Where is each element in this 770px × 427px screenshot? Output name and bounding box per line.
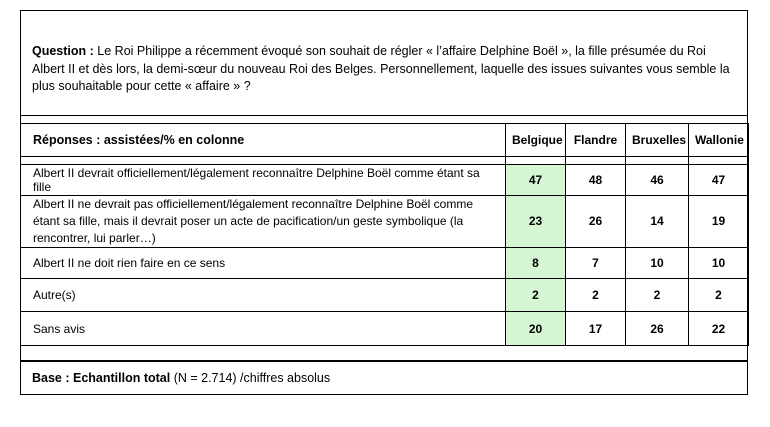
- cell-bruxelles: 2: [626, 279, 689, 312]
- cell-wallonie: 19: [689, 196, 749, 248]
- base-footer: [20, 360, 748, 395]
- row-label: Sans avis: [21, 312, 506, 346]
- cell-wallonie: 10: [689, 248, 749, 279]
- cell-flandre: 7: [566, 248, 626, 279]
- cell-flandre: 48: [566, 165, 626, 196]
- cell-wallonie: 2: [689, 279, 749, 312]
- table-row: [21, 196, 749, 248]
- row-label: Albert II ne doit rien faire en ce sens: [21, 248, 506, 279]
- cell-flandre: 17: [566, 312, 626, 346]
- spacer-row: [21, 157, 749, 165]
- cell-flandre: 2: [566, 279, 626, 312]
- column-header-flandre: Flandre: [566, 124, 626, 157]
- cell-belgique: 8: [506, 248, 566, 279]
- row-label: Autre(s): [21, 279, 506, 312]
- column-header-belgique: Belgique: [506, 124, 566, 157]
- cell-bruxelles: 46: [626, 165, 689, 196]
- cell-bruxelles: 26: [626, 312, 689, 346]
- cell-belgique: 47: [506, 165, 566, 196]
- cell-bruxelles: 10: [626, 248, 689, 279]
- cell-flandre: 26: [566, 196, 626, 248]
- question-box: [20, 10, 748, 116]
- cell-wallonie: 47: [689, 165, 749, 196]
- table-row: [21, 279, 749, 312]
- results-table: [20, 123, 749, 346]
- column-header-bruxelles: Bruxelles: [626, 124, 689, 157]
- header-label: Réponses : assistées/% en colonne: [21, 124, 506, 157]
- table-row: [21, 165, 749, 196]
- table-header-row: [21, 124, 749, 157]
- base-label: Base : Echantillon total: [32, 371, 171, 385]
- base-text: (N = 2.714) /chiffres absolus: [170, 371, 331, 385]
- table-row: [21, 312, 749, 346]
- table-row: [21, 248, 749, 279]
- question-text: Le Roi Philippe a récemment évoqué son souhait de régler « l’affaire Delphine Boël », la fille présumée du Roi Albert II et dès lors, la demi-sœur du nouveau Roi des Belges. Personnellement, laquelle des issues suivantes vous semble la plus souhaitable pour cette « affaire » ?: [32, 44, 730, 93]
- row-label: Albert II devrait officiellement/légalement reconnaître Delphine Boël comme étant sa fille: [21, 165, 506, 196]
- cell-belgique: 20: [506, 312, 566, 346]
- cell-wallonie: 22: [689, 312, 749, 346]
- cell-belgique: 2: [506, 279, 566, 312]
- cell-belgique: 23: [506, 196, 566, 248]
- question-label: Question :: [32, 44, 94, 58]
- row-label: Albert II ne devrait pas officiellement/légalement reconnaître Delphine Boël comme étant sa fille, mais il devrait poser un acte de pacification/un geste symbolique (la rencontrer, lui parler…): [21, 196, 506, 248]
- column-header-wallonie: Wallonie: [689, 124, 749, 157]
- cell-bruxelles: 14: [626, 196, 689, 248]
